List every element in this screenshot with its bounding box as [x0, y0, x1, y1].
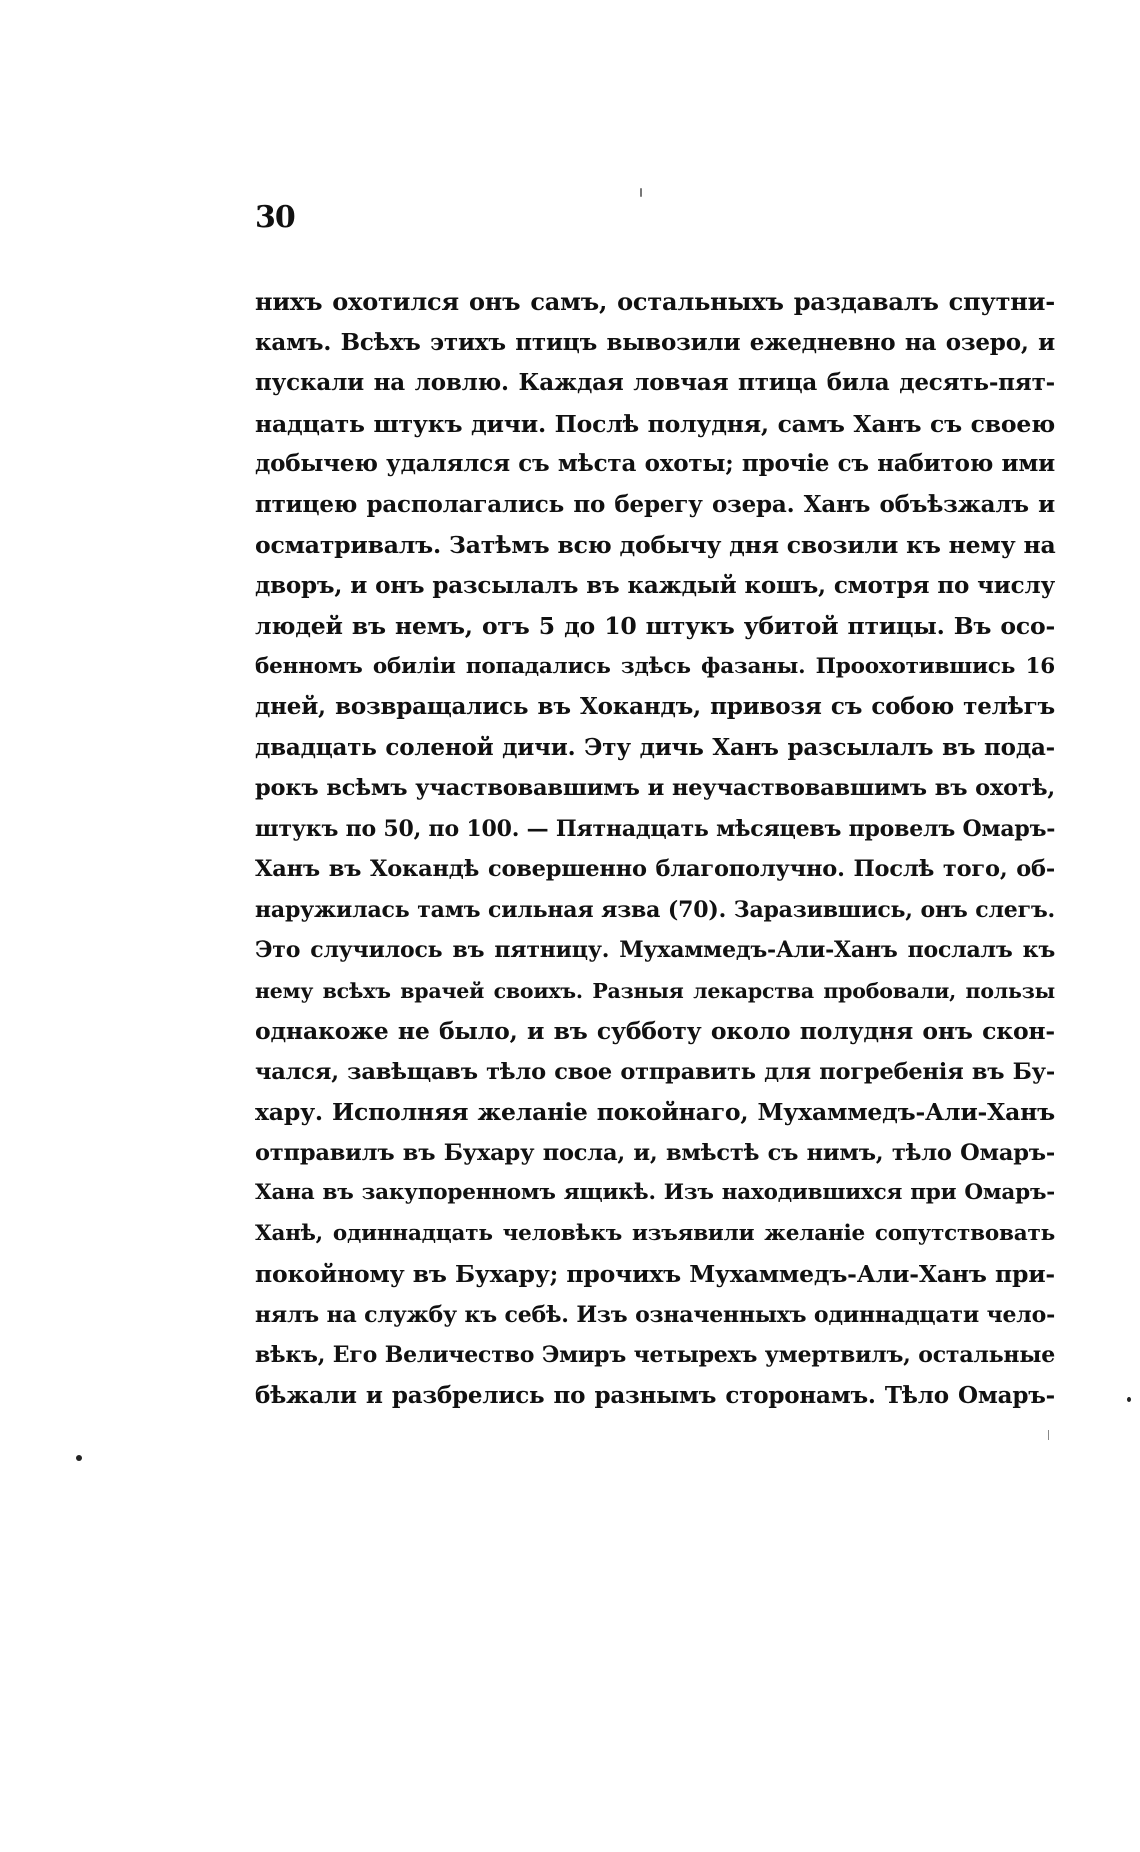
text-line: однакоже не было, и въ субботу около полудня онъ скон-: [255, 1017, 1055, 1045]
text-line: нялъ на службу къ себѣ. Изъ означенныхъ одиннадцати чело-: [255, 1301, 1055, 1328]
ink-speck: [76, 1455, 82, 1461]
page-number: 30: [255, 200, 295, 235]
text-line: людей въ немъ, отъ 5 до 10 штукъ убитой птицы. Въ осо-: [255, 612, 1055, 640]
text-line: Ханѣ, одиннадцать человѣкъ изъявили желаніе сопутствовать: [255, 1220, 1055, 1246]
text-line: чался, завѣщавъ тѣло свое отправить для погребенія въ Бу-: [255, 1058, 1055, 1085]
text-line: штукъ по 50, по 100. — Пятнадцать мѣсяцевъ провелъ Омаръ-: [255, 815, 1056, 842]
text-line: добычею удалялся съ мѣста охоты; прочіе съ набитою ими: [255, 450, 1055, 477]
text-line: пускали на ловлю. Каждая ловчая птица била десять-пят-: [255, 369, 1055, 396]
text-line: вѣкъ, Его Величество Эмиръ четырехъ умертвилъ, остальные: [255, 1342, 1055, 1368]
text-line: покойному въ Бухару; прочихъ Мухаммедъ-Али-Ханъ при-: [255, 1260, 1055, 1288]
ink-speck: [1127, 1397, 1131, 1402]
text-line: Ханъ въ Хокандѣ совершенно благополучно. Послѣ того, об-: [255, 856, 1055, 882]
text-line: дней, возвращались въ Хокандъ, привозя съ собою телѣгъ: [255, 693, 1055, 720]
text-line: рокъ всѣмъ участвовавшимъ и неучаствовавшимъ въ охотѣ,: [255, 775, 1055, 801]
text-line: нихъ охотился онъ самъ, остальныхъ раздавалъ спутни-: [255, 287, 1055, 316]
text-line: камъ. Всѣхъ этихъ птицъ вывозили ежедневно на озеро, и: [255, 328, 1055, 356]
text-line: дворъ, и онъ разсылалъ въ каждый кошъ, смотря по числу: [255, 571, 1055, 599]
text-line: наружилась тамъ сильная язва (70). Заразившись, онъ слегъ.: [255, 896, 1055, 923]
body-text: [255, 282, 1055, 1416]
text-line: отправилъ въ Бухару посла, и, вмѣстѣ съ нимъ, тѣло Омаръ-: [255, 1139, 1055, 1166]
text-line: нему всѣхъ врачей своихъ. Разныя лекарства пробовали, пользы: [255, 978, 1055, 1003]
text-line: птицею располагались по берегу озера. Ханъ объѣзжалъ и: [255, 490, 1055, 518]
ink-speck: [640, 188, 642, 197]
text-line: двадцать соленой дичи. Эту дичь Ханъ разсылалъ въ пода-: [255, 733, 1055, 761]
text-line: бенномъ обиліи попадались здѣсь фазаны. Проохотившись 16: [255, 653, 1055, 679]
text-line: надцать штукъ дичи. Послѣ полудня, самъ Ханъ съ своею: [255, 409, 1055, 438]
text-line: бѣжали и разбрелись по разнымъ сторонамъ. Тѣло Омаръ-: [255, 1381, 1055, 1409]
text-line: хару. Исполняя желаніе покойнаго, Мухаммедъ-Али-Ханъ: [255, 1098, 1055, 1126]
ink-speck: [1048, 1430, 1049, 1440]
text-line: Это случилось въ пятницу. Мухаммедъ-Али-Ханъ послалъ къ: [255, 937, 1055, 963]
text-line: осматривалъ. Затѣмъ всю добычу дня свозили къ нему на: [255, 531, 1056, 559]
text-line: Хана въ закупоренномъ ящикѣ. Изъ находившихся при Омаръ-: [255, 1180, 1055, 1205]
